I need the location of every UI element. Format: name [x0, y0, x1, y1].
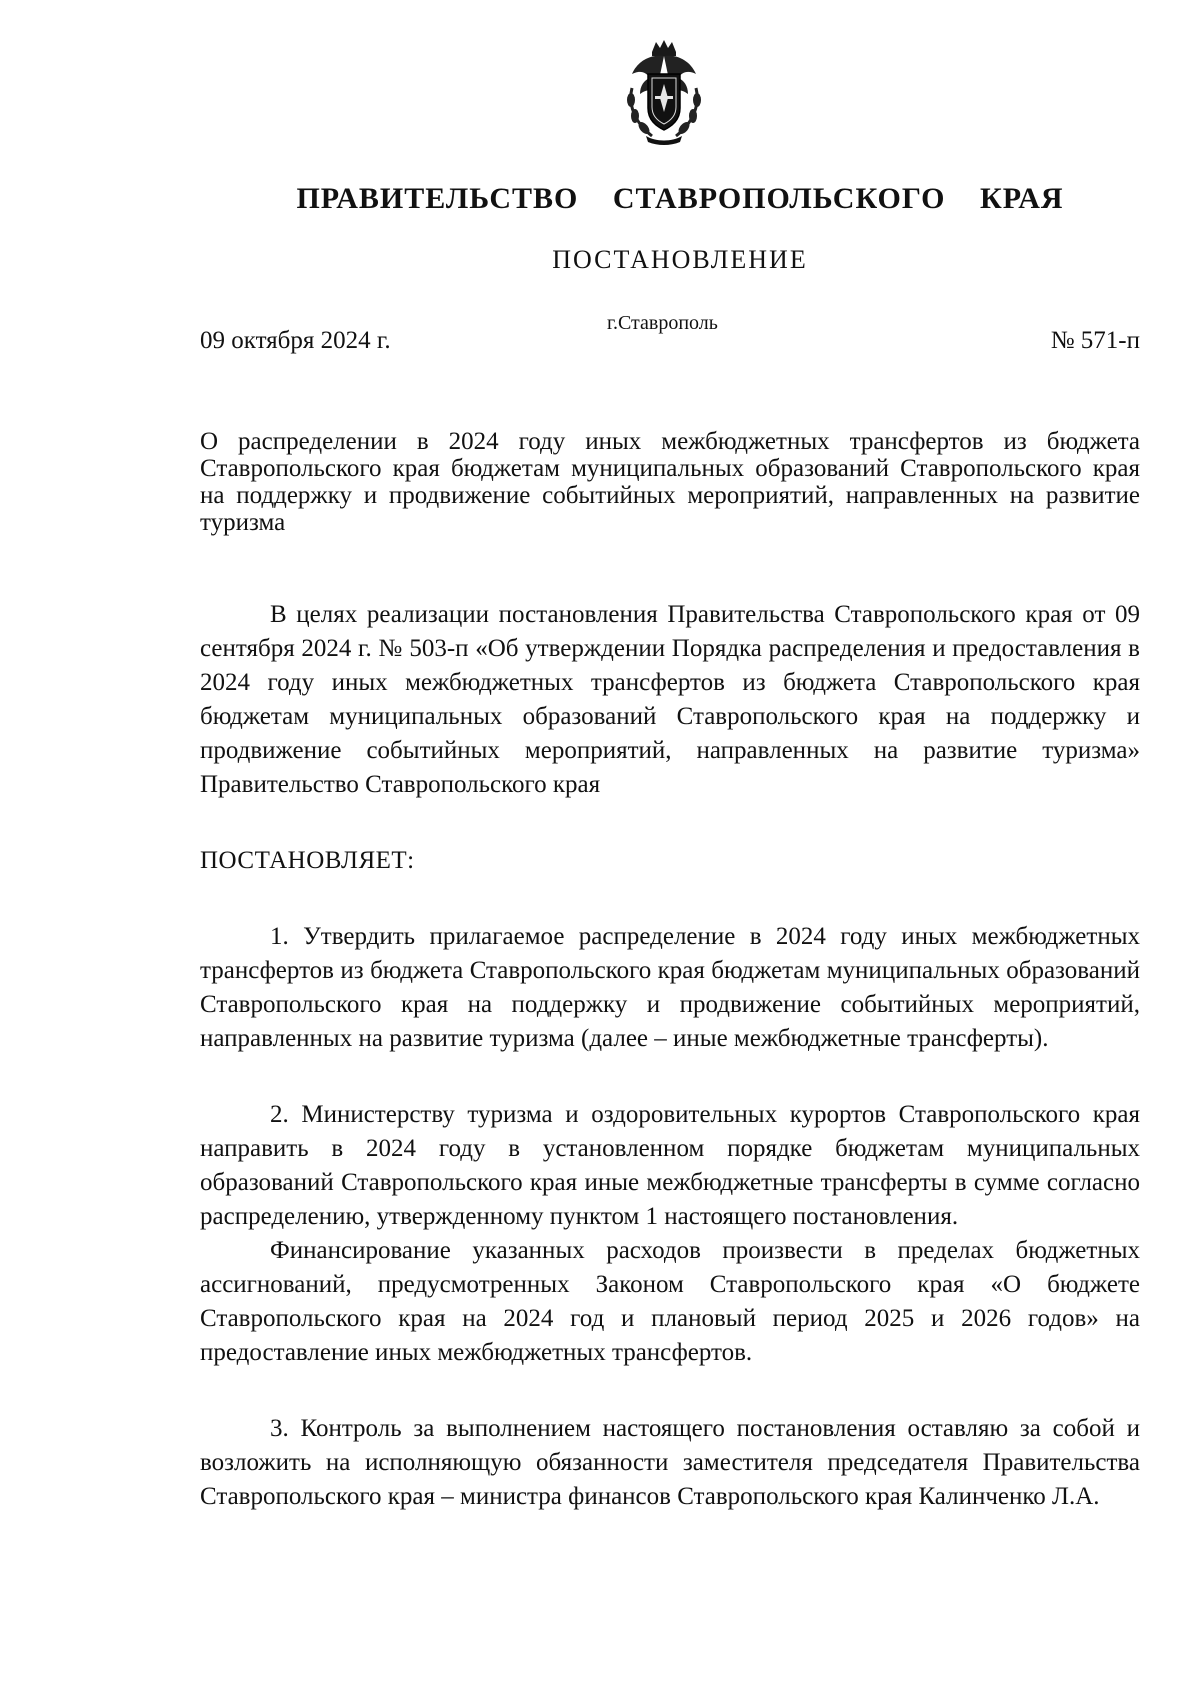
coat-of-arms-icon [622, 38, 706, 146]
government-title: ПРАВИТЕЛЬСТВО СТАВРОПОЛЬСКОГО КРАЯ [296, 182, 1064, 215]
document-subject: О распределении в 2024 году иных межбюджетных трансфертов из бюджета Ставропольского края бюджетам муниципальных образований Ставропольского края на поддержку и продвижение событийных мероприятий, направленных на развитие туризма [200, 428, 1140, 536]
document-date: 09 октября 2024 г. [200, 327, 391, 354]
item-paragraph: 2. Министерству туризма и оздоровительных курортов Ставропольского края направить в 2024 году в установленном порядке бюджетам муниципальных образований Ставропольского края иные межбюджетные трансферты в сумме согласно распределению, утвержденному пунктом 1 настоящего постановления. [200, 1101, 1140, 1230]
document-city: г.Ставрополь [607, 312, 718, 334]
document-body [200, 598, 1140, 1514]
document-type: ПОСТАНОВЛЕНИЕ [552, 245, 808, 274]
decree-word: ПОСТАНОВЛЯЕТ: [200, 847, 415, 874]
item-paragraph: 3. Контроль за выполнением настоящего постановления оставляю за собой и возложить на исполняющую обязанности заместителя председателя Правительства Ставропольского края – министра финансов Ставропольского края Калинченко Л.А. [200, 1415, 1140, 1510]
preamble-paragraph: В целях реализации постановления Правительства Ставропольского края от 09 сентября 2024 г. № 503-п «Об утверждении Порядка распределения и предоставления в 2024 году иных межбюджетных трансфертов из бюджета Ставропольского края бюджетам муниципальных образований Ставропольского края на поддержку и продвижение событийных мероприятий, направленных на развитие туризма» Правительство Ставропольского края [200, 601, 1140, 798]
item-paragraph: 1. Утвердить прилагаемое распределение в 2024 году иных межбюджетных трансфертов из бюджета Ставропольского края бюджетам муниципальных образований Ставропольского края на поддержку и продвижение событийных мероприятий, направленных на развитие туризма (далее – иные межбюджетные трансферты). [200, 923, 1140, 1052]
document-number: № 571-п [1050, 327, 1140, 354]
item-paragraph: Финансирование указанных расходов произвести в пределах бюджетных ассигнований, предусмотренных Законом Ставропольского края «О бюджете Ставропольского края на 2024 год и плановый период 2025 и 2026 годов» на предоставление иных межбюджетных трансфертов. [200, 1237, 1140, 1366]
